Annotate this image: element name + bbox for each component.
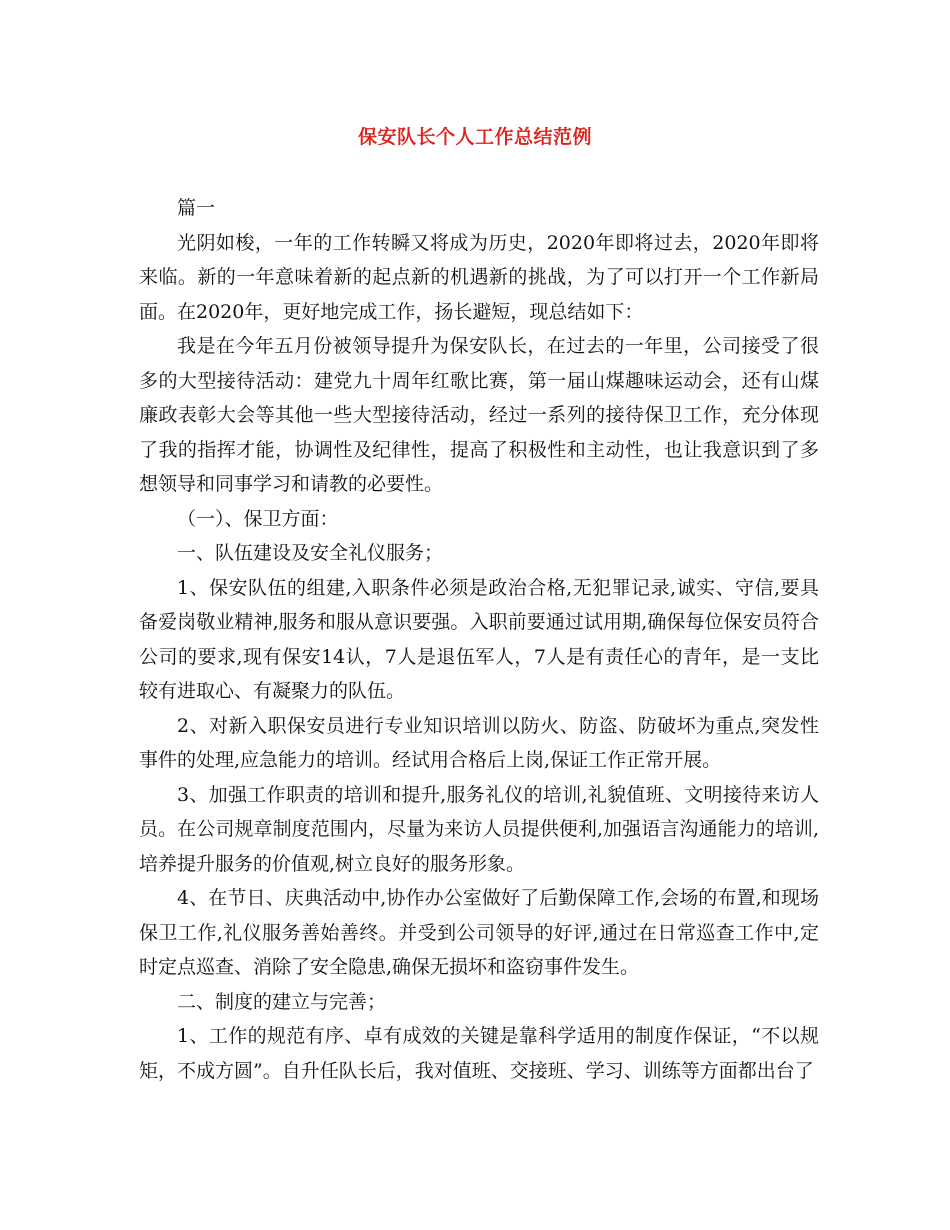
body-paragraph: 2、对新入职保安员进行专业知识培训以防火、防盗、防破坏为重点,突发性事件的处理,应急能力的培训。经试用合格后上岗,保证工作正常开展。 <box>139 714 819 771</box>
body-paragraph: 光阴如梭，一年的工作转瞬又将成为历史，2020年即将过去，2020年即将来临。新的一年意味着新的起点新的机遇新的挑战，为了可以打开一个工作新局面。在2020年，更好地完成工作，扬长避短，现总结如下： <box>139 231 819 323</box>
section-subheading: （一）、保卫方面： <box>177 507 339 530</box>
body-paragraph: 我是在今年五月份被领导提升为保安队长，在过去的一年里，公司接受了很多的大型接待活动：建党九十周年红歌比赛，第一届山煤趣味运动会，还有山煤廉政表彰大会等其他一些大型接待活动，经过一系列的接待保卫工作，充分体现了我的指挥才能，协调性及纪律性，提高了积极性和主动性，也让我意识到了多想领导和同事学习和请教的必要性。 <box>139 335 819 495</box>
section-subheading: 一、队伍建设及安全礼仪服务； <box>177 542 444 564</box>
body-paragraph: 4、在节日、庆典活动中,协作办公室做好了后勤保障工作,会场的布置,和现场保卫工作,礼仪服务善始善终。并受到公司领导的好评,通过在日常巡查工作中,定时定点巡查、消除了安全隐患,确保无损坏和盗窃事件发生。 <box>139 887 819 978</box>
body-paragraph: 1、保安队伍的组建,入职条件必须是政治合格,无犯罪记录,诚实、守信,要具备爱岗敬业精神,服务和服从意识要强。入职前要通过试用期,确保每位保安员符合公司的要求,现有保安14认，7人是退伍军人，7人是有责任心的青年，是一支比较有进取心、有凝聚力的队伍。 <box>139 576 819 702</box>
section-subheading: 二、制度的建立与完善； <box>177 990 387 1013</box>
body-paragraph: 3、加强工作职责的培训和提升,服务礼仪的培训,礼貌值班、文明接待来访人员。在公司规章制度范围内，尽量为来访人员提供便利,加强语言沟通能力的培训,培养提升服务的价值观,树立良好的服务形象。 <box>139 783 819 875</box>
document-title: 保安队长个人工作总结范例 <box>357 126 592 148</box>
body-paragraph: 1、工作的规范有序、卓有成效的关键是靠科学适用的制度作保证，“不以规矩，不成方圆”。自升任队长后，我对值班、交接班、学习、训练等方面都出台了 <box>139 1025 819 1082</box>
section-heading: 篇一 <box>177 197 216 219</box>
document-body <box>139 191 819 1088</box>
